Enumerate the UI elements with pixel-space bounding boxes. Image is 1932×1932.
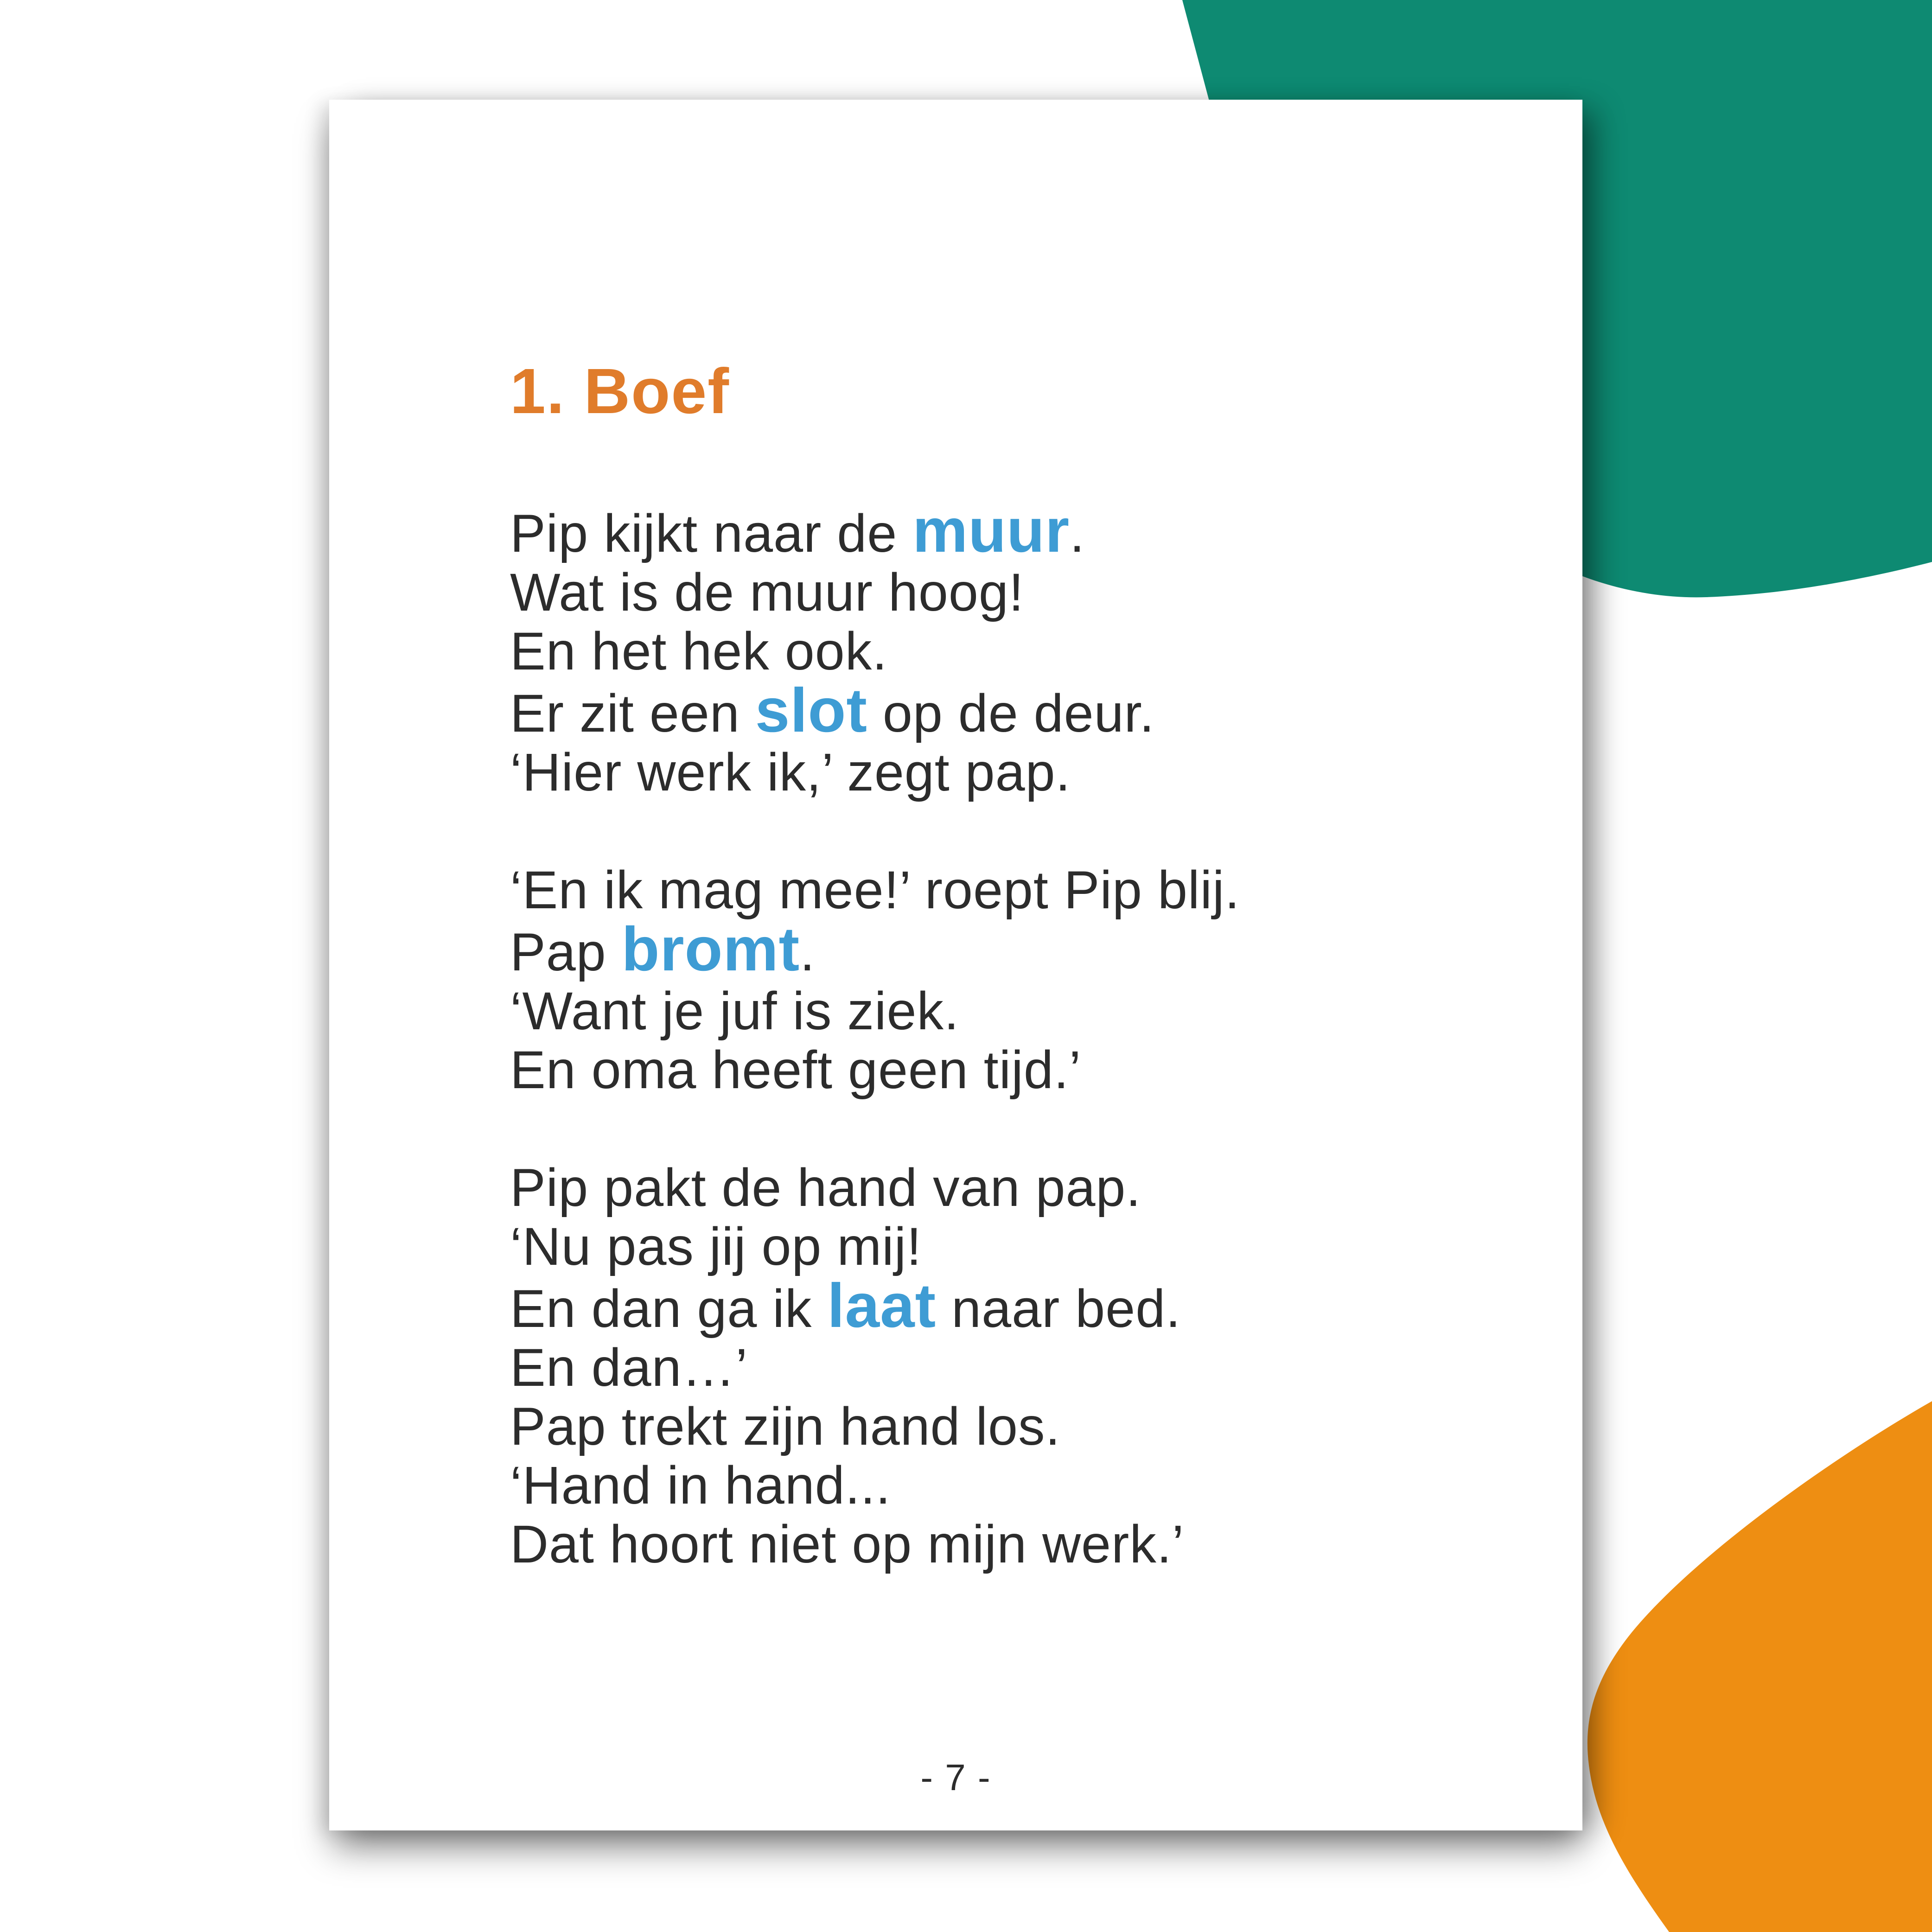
highlighted-word: bromt (621, 915, 800, 984)
text-line (510, 1271, 1518, 1340)
text-segment: . (1070, 504, 1085, 563)
text-segment: Pip pakt de hand van pap. (510, 1158, 1141, 1218)
text-line (510, 563, 1518, 622)
text-line (510, 743, 1518, 802)
text-line (510, 1456, 1518, 1515)
text-segment: En oma heeft geen tijd.’ (510, 1040, 1082, 1100)
highlighted-word: slot (755, 676, 867, 745)
text-segment: En dan ga ik (510, 1279, 828, 1339)
text-line (510, 1218, 1518, 1276)
text-line (510, 622, 1518, 681)
text-segment: naar bed. (936, 1279, 1181, 1339)
highlighted-word: muur (912, 496, 1070, 565)
text-segment: Er zit een (510, 684, 755, 743)
page-number: - 7 - (920, 1757, 991, 1798)
text-segment: op de deur. (867, 684, 1155, 743)
stanza (510, 496, 1518, 802)
text-line (510, 1339, 1518, 1397)
page-content (510, 355, 1518, 1574)
book-page (329, 100, 1582, 1830)
text-segment: En het hek ook. (510, 622, 888, 681)
text-segment: Pap trekt zijn hand los. (510, 1397, 1061, 1456)
text-segment: Wat is de muur hoog! (510, 563, 1024, 622)
stanza (510, 1159, 1518, 1574)
text-line (510, 1515, 1518, 1574)
stanzas (510, 496, 1518, 1574)
text-segment: Dat hoort niet op mijn werk.’ (510, 1515, 1185, 1574)
chapter-title: 1. Boef (510, 356, 730, 427)
text-segment: Pip kijkt naar de (510, 504, 913, 563)
highlighted-word: laat (827, 1271, 937, 1340)
text-line (510, 1397, 1518, 1456)
text-line (510, 1159, 1518, 1218)
orange-blob-shape (1588, 1401, 1932, 1932)
text-line (510, 915, 1518, 984)
text-segment: ‘En ik mag mee!’ roept Pip blij. (510, 861, 1240, 920)
text-segment: ‘Want je juf is ziek. (510, 982, 959, 1041)
stanza (510, 861, 1518, 1100)
text-segment: ‘Nu pas jij op mij! (510, 1217, 922, 1276)
text-line (510, 496, 1518, 565)
text-segment: ‘Hand in hand... (510, 1456, 891, 1515)
text-segment: ‘Hier werk ik,’ zegt pap. (510, 743, 1071, 802)
text-segment: En dan…’ (510, 1338, 748, 1397)
text-line (510, 982, 1518, 1041)
text-segment: . (800, 923, 816, 982)
text-line (510, 1041, 1518, 1100)
text-segment: Pap (510, 923, 622, 982)
text-line (510, 676, 1518, 745)
text-line (510, 861, 1518, 920)
